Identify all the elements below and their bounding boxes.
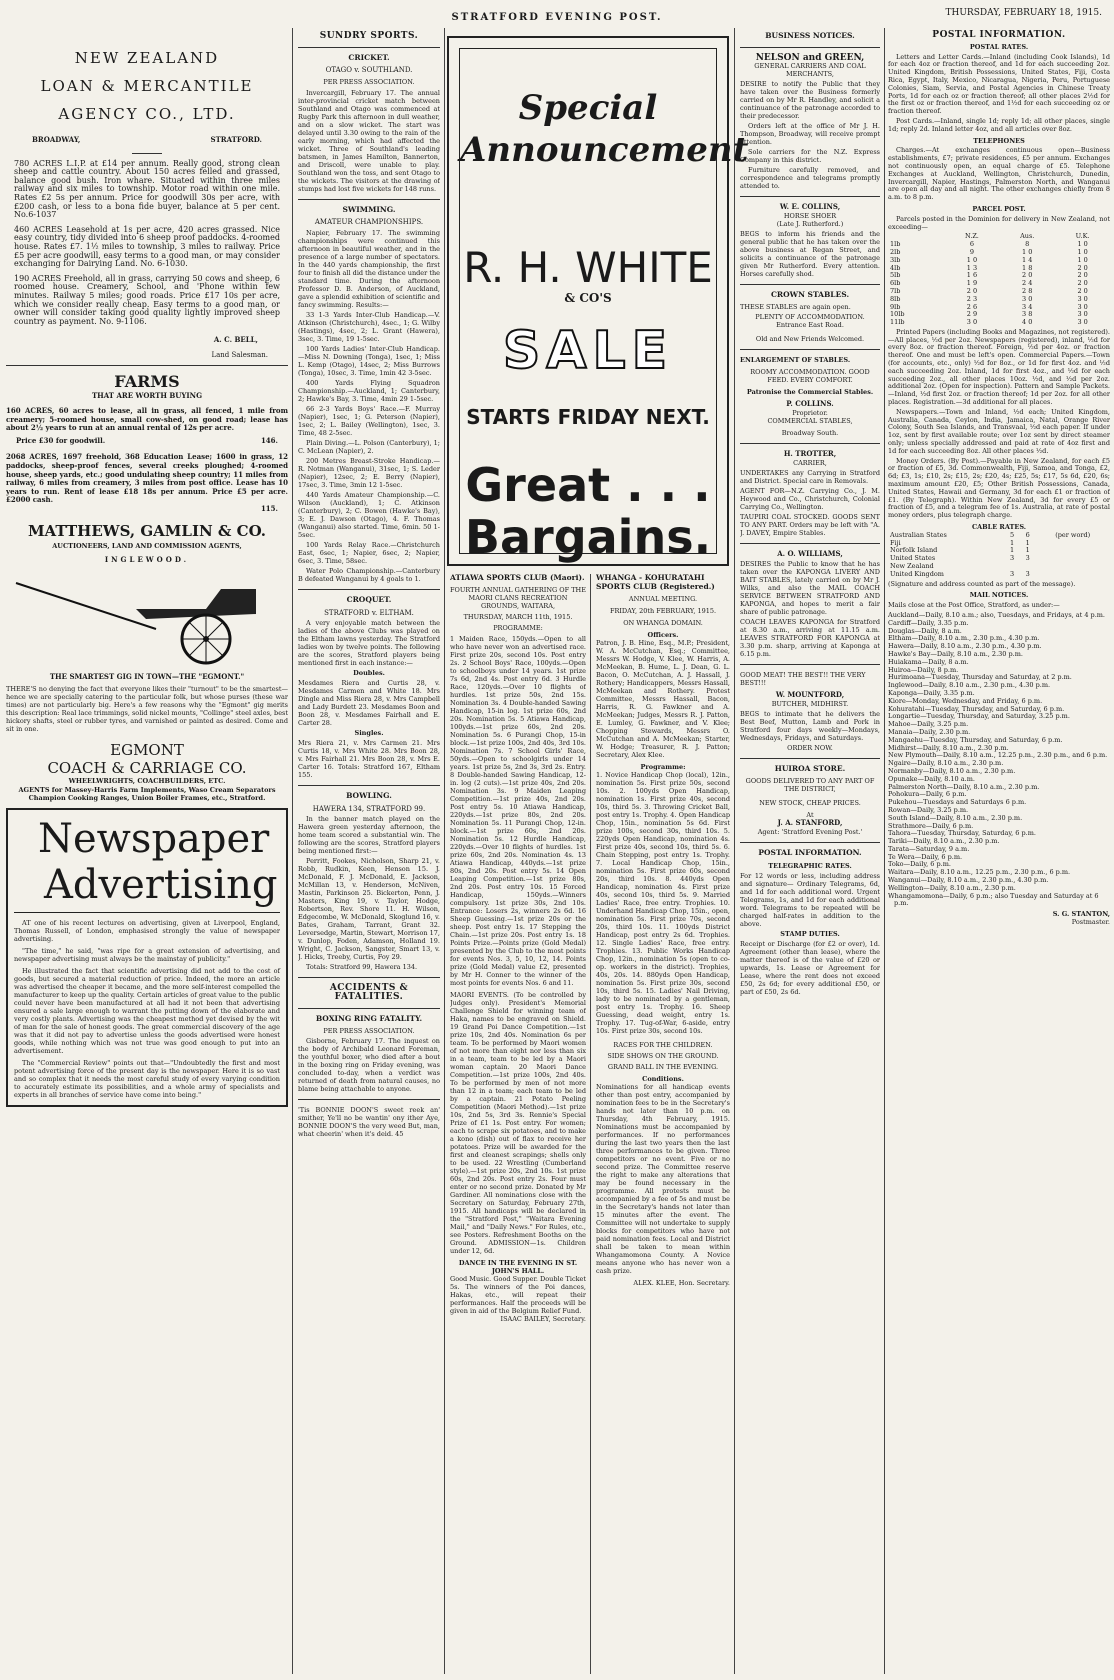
williams-text2: COACH LEAVES KAPONGA for Stratford at 8.30 a.m., arriving at 11.15 a.m. LEAVES STRATFORD FOR KAPONGA at 3.30 p.m. sharp, arriving at Kaponga at 6.15 p.m.	[740, 618, 880, 659]
mail-item: Manaia—Daily, 2.30 p.m.	[888, 727, 971, 736]
mail-item: Cardiff—Daily, 3.35 p.m.	[888, 618, 969, 627]
atiawa-programme: PROGRAMME:	[493, 623, 543, 632]
mail-item: Whangamomona—Daily, 6 p.m.; also Tuesday and Saturday at 6 p.m.	[888, 891, 1099, 908]
collins-name: W. E. COLLINS,	[779, 202, 841, 212]
cell: 3 0	[1077, 310, 1088, 319]
cell: 8	[1025, 240, 1030, 249]
crown-stables-open: THESE STABLES are again open.	[740, 303, 851, 312]
np-title2: Advertising	[44, 861, 278, 908]
egmont-line2: COACH & CARRIAGE CO.	[47, 759, 247, 778]
mail-item: Tariki—Daily, 8.10 a.m., 2.30 p.m.	[888, 837, 1000, 846]
newspapers-text: Newspapers.—Town and Inland, ½d each; United Kingdom, Australia, Canada, Ceylon, India, Jamaica, Natal, Orange River Colony, South Sea Islands, and Transvaal, ½d each paper. If under 1oz, sent by first available route; over 1oz sent by direct steamer only; unless specially addressed and paid at rate of 4oz first and 1d for each succeeding 8oz. All other places ½d.	[888, 407, 1110, 455]
croquet-heading: CROQUET.	[346, 594, 392, 604]
mail-item: Huiakama—Daily, 8 a.m.	[888, 657, 969, 666]
co-word: & CO'S	[564, 291, 612, 305]
williams-text1: DESIRES the Public to know that he has taken over the KAPONGA LIVERY AND BAIT STABLES, lately carried on by Mr J. Wilks, and also the MAIL COACH SERVICE BETWEEN STRATFORD AND KAPONGA, and hopes to merit a fair share of public patronage.	[740, 560, 880, 617]
cell	[1035, 555, 1110, 563]
mail-item: Tarata—Saturday, 9 a.m.	[888, 844, 970, 853]
pc-stables: COMMERCIAL STABLES,	[767, 416, 853, 425]
postal-rates-heading: POSTAL RATES.	[969, 42, 1029, 51]
mail-item: Palmerston North—Daily, 8.10 a.m., 2.30 p.m.	[888, 782, 1040, 791]
whanga-ball: GRAND BALL IN THE EVENING.	[607, 1063, 719, 1072]
collins-text: BEGS to inform his friends and the general public that he has taken over the above business at Regan Street, and solicits a continuance of the patronage given Mr Rutherford. Every attention. Horses carefully shod.	[740, 229, 880, 278]
cell: 1 0	[1077, 247, 1088, 256]
swim-5: 66 2-3 Yards Boys' Race.—F. Murray (Napier), 1sec, 1; G. Peterson (Napier), 1sec, 2; L. Bailey (Wellington), 1sec, 3. Time, 48 2-5sec.	[298, 404, 440, 437]
telegraphic-rates-heading: TELEGRAPHIC RATES.	[768, 861, 852, 870]
mail-notices-heading: MAIL NOTICES.	[969, 591, 1029, 600]
swim-9: 100 Yards Relay Race.—Christchurch East, 6sec, 1; Napier, 6sec, 2; Napier, 6sec, 3. Time, 58sec.	[298, 540, 440, 565]
cell: 1	[1025, 546, 1030, 555]
crown-stables-heading: CROWN STABLES.	[770, 289, 850, 299]
special-announcement-ad	[447, 36, 749, 566]
cell: 2 0	[1077, 263, 1088, 272]
croquet-singles: Singles.	[354, 729, 384, 738]
swim-7: 200 Metres Breast-Stroke Handicap.—R. Notman (Wanganui), 31sec, 1; S. Leder (Napier), 12sec, 2; E. Berry (Napier), 17sec, 3. Time, 3min 12 1-5sec.	[298, 456, 440, 489]
williams-name: A. O. WILLIAMS,	[777, 548, 843, 558]
cell: Norfolk Island	[890, 546, 938, 555]
egmont-line3: WHEELWRIGHTS, COACHBUILDERS, ETC.	[68, 777, 226, 786]
mail-item: Te Wera—Daily, 6 p.m.	[888, 852, 963, 861]
croquet-text: A very enjoyable match between the ladies of the above Clubs was played on the Eltham lawns yesterday. The Stratford ladies won by twelve points. The following are the scores, Stratford players being mentioned first in each instance:—	[298, 619, 440, 668]
whanga-column	[596, 574, 730, 1674]
postal-rates-letters: Letters and Letter Cards.—Inland (including Cook Islands), 1d for each 4oz or fraction thereof, and 1d for each succeeding 2oz. United Kingdom, British Possessions, United States, Fiji, Costa Rica, Egypt, Italy, Mexico, Nicaragua, Nigeria, Peru, Portuguese Colonies, Siam, Servia, and Postal Agencies in Chinese Treaty Ports, 1d for each oz or fraction thereof; all other places 2½d for the first oz or fraction thereof, and 1½d for each succeeding oz or fraction thereof.	[888, 52, 1110, 116]
cell: 3	[1025, 569, 1030, 578]
trotter-name: H. TROTTER,	[783, 448, 837, 458]
whanga-title: WHANGA - KOHURATAHI SPORTS CLUB (Registered.)	[596, 574, 715, 591]
bowling-heading: BOWLING.	[346, 791, 392, 801]
mail-item: Mangaehu—Tuesday, Thursday, and Saturday, 6 p.m.	[888, 735, 1063, 744]
mail-item: South Island—Daily, 8.10 a.m., 2.30 p.m.	[888, 813, 1023, 822]
cell: Australian States	[890, 530, 947, 539]
huiroa-at: At	[806, 811, 814, 820]
mail-item: Kaponga—Daily, 3.35 p.m.	[888, 688, 975, 697]
whanga-programme-heading: Programme:	[640, 763, 686, 772]
mail-item: Kohuratahi—Tuesday, Thursday, and Saturday, 6 p.m.	[888, 704, 1065, 713]
masthead	[0, 0, 1114, 26]
listing-190: 190 ACRES Freehold, all in grass, carrying 50 cows and sheep, 6 roomed house. Creamery, School, and 'Phone within few minutes. Railway 5 miles; good roads. Price £17 10s per acre, which we consider really cheap. Easy terms to a good man, or owner will consider taking good quality lightly improved sheep country as payment. No. 9-1106.	[14, 273, 280, 326]
mail-item: Kiore—Monday, Wednesday, and Friday, 6 p.m.	[888, 696, 1043, 705]
mail-item: Wanganui—Daily, 8.10 a.m., 2.30 p.m., 4.30 p.m.	[888, 876, 1049, 885]
cricket-heading: CRICKET.	[348, 52, 390, 62]
egmont-agents: AGENTS for Massey-Harris Farm Implements, Waso Cream Separators Champion Cooking Ranges, Union Boiler Frames, etc., Stratford.	[18, 785, 276, 802]
cell: 6	[969, 240, 975, 249]
cell: 1 6	[966, 271, 978, 280]
mail-item: Normanby—Daily, 8.10 a.m., 2.30 p.m.	[888, 766, 1016, 775]
nelson-green-text1: DESIRE to notify the Public that they have taken over the Business formerly carried on by Mr R. Handley, and solicit a continuance of the patronage accorded to their predecessor.	[740, 80, 880, 121]
table-row	[888, 532, 1110, 540]
mail-item: Ngaire—Daily, 8.10 a.m., 2.30 p.m.	[888, 759, 1004, 768]
swim-10: Water Polo Championship.—Canterbury B defeated Wanganui by 4 goals to 1.	[298, 566, 440, 583]
trotter-trade: CARRIER,	[793, 458, 827, 467]
sundry-sports-heading: SUNDRY SPORTS.	[319, 31, 419, 41]
pc-name: P. COLLINS.	[786, 399, 834, 409]
business-notices-heading: BUSINESS NOTICES.	[765, 31, 855, 40]
atiawa-gathering: FOURTH ANNUAL GATHERING OF THE MAORI CLANS RECREATION GROUNDS, WAITARA,	[450, 585, 586, 610]
swim-8: 440 Yards Amateur Championship.—C. Wilson (Auckland), 1; C. Atkinson (Canterbury), 2; C. Bowen (Hawke's Bay), 3; E. J. Dawson (Otago), 4. F. Thomas (Wanganui) also started. Time, 6min. 50 1-5sec.	[298, 490, 440, 539]
cell: 1	[1010, 538, 1015, 547]
mail-item: Hawera—Daily, 8.10 a.m., 2.30 p.m., 4.30 p.m.	[888, 642, 1042, 651]
mail-notices-intro: Mails close at the Post Office, Stratford, as under:—	[888, 601, 1060, 610]
listing-460: 460 ACRES Leasehold at 1s per acre, 420 acres grassed. Nice easy country, tidy divided into 6 sheep proof paddocks. 4-roomed house. Rates £7. 1½ miles to township, 3 miles to railway. Price £5 per acre goodwill, easy terms to a good man, or may consider exchanging for Dairying Land. No. 6-1030.	[14, 224, 280, 269]
cell: United States	[890, 554, 936, 563]
postmaster-name: S. G. STANTON,	[1052, 910, 1110, 919]
swim-2: 33 1-3 Yards Inter-Club Handicap.—V. Atkinson (Christchurch), 4sec., 1; G. Wilby (Hastings), 4sec, 2; L. Grant (Hawera), 3sec, 3. Time, 19 1-5sec.	[298, 310, 440, 343]
np-para2: "The time," he said, "was ripe for a great extension of advertising, and newspaper advertising must always be the mainstay of publicity."	[14, 946, 280, 963]
atiawa-maori-events: MAORI EVENTS. (To be controlled by Judges only). President's Memorial Challenge Shield for winning team of Haka, names to be engraved on Shield. 19 Grand Poi Dance Competition.—1st prize 10s, 2nd 40s. Nomination 6s per team. To be performed by Maori women of not more than eight nor less than six in a team, team to be led by a Maori woman captain. 20 Maori Dance Competition.—1st prize 100s, 2nd 40s. To be performed by men of not more than 12 in a team; each team to be led by a captain. 21 Potato Peeling Competition (Maori Method).—1st prize 10s, 2nd 5s, 3rd 3s. Rennie's Special Prize of £1 1s. Post entry. For women; each to scrape six potatoes, and to make a kono (dish) out of flax to receive her potatoes. Prize will be awarded for the first and cleanest scrapings; shells only to be used. 22 Wrestling (Cumberland style).—1st prize 20s, 2nd 10s. 1st prize 60s, 2nd 20s. Post entry 2s. Four must enter or no second prize. Donated by Mr Gardiner. All nominations close with the Secretary on Saturday, February 27th, 1915. All handicaps will be declared in the "Stratford Post," "Waitara Evening Mail," and "Daily News." For Rules, etc., see Posters. Refreshment Booths on the Ground. ADMISSION—1s. Children under 12, 6d.	[450, 990, 586, 1255]
whanga-children: RACES FOR THE CHILDREN.	[613, 1041, 713, 1050]
cell: 1 0	[1077, 240, 1088, 249]
cell: 2 3	[966, 294, 978, 303]
cable-rates-note: (Signature and address counted as part of the message).	[888, 579, 1076, 588]
egmont-line1: EGMONT	[110, 741, 184, 760]
telegraphic-rates-text: For 12 words or less, including address and signature— Ordinary Telegrams, 6d, and 1d for each additional word. Urgent Telegrams, 1s, and 1d for each additional word. Telegrams to be repeated will be charged half-rates in addition to the above.	[740, 871, 880, 928]
newspaper-advertising-box	[6, 808, 288, 1107]
cell: 1	[1025, 538, 1030, 547]
whanga-domain: ON WHANGA DOMAIN.	[623, 619, 703, 628]
cell	[1035, 571, 1110, 579]
nz-loan-line1: NEW ZEALAND	[74, 49, 220, 67]
cell: 1 3	[966, 263, 978, 272]
cell: 8lb	[890, 294, 901, 303]
trotter-text1: UNDERTAKES any Carrying in Stratford and District. Special care in Removals.	[740, 468, 880, 485]
cricket-byline: PER PRESS ASSOCIATION.	[323, 77, 415, 86]
cell: 3 0	[1077, 302, 1088, 311]
collins-late: (Late J. Rutherford.)	[776, 219, 844, 228]
stamp-duties-heading: STAMP DUTIES.	[780, 929, 840, 938]
table-row	[888, 571, 1110, 579]
cell: 5	[1010, 530, 1015, 539]
cell: 2 4	[1022, 279, 1033, 288]
postal-rates-cards: Post Cards.—Inland, single 1d; reply 1d; all other places, single 1d; reply 2d. Inland letter 4oz, and all articles over 8oz.	[888, 116, 1110, 133]
column-5	[740, 28, 880, 1674]
table-row	[888, 319, 1110, 327]
cell: United Kingdom	[890, 569, 944, 578]
whanga-date: FRIDAY, 20th FEBRUARY, 1915.	[609, 607, 717, 616]
whanga-annual: ANNUAL MEETING.	[628, 595, 698, 604]
whanga-secretary: ALEX. KLEE, Hon. Secretary.	[633, 1279, 730, 1288]
cell: 2lb	[890, 247, 901, 256]
huiroa-heading: HUIROA STORE.	[774, 763, 846, 773]
telephones-heading: TELEPHONES	[973, 136, 1025, 145]
mail-item: Strathmore—Daily, 6 p.m.	[888, 821, 974, 830]
mail-item: Waitara—Daily, 8.10 a.m., 12.25 p.m., 2.30 p.m., 6 p.m.	[888, 868, 1071, 877]
cell: 7lb	[890, 286, 901, 295]
postal-info-heading: POSTAL INFORMATION.	[932, 30, 1066, 40]
cell: 3 0	[966, 318, 978, 327]
farm-160-price: Price £30 for goodwill.	[16, 435, 106, 445]
nelson-green-name: NELSON and GREEN,	[755, 52, 865, 63]
postmaster-title: Postmaster.	[1071, 918, 1110, 927]
column-2	[298, 28, 440, 1674]
np-para1: AT one of his recent lectures on advertising, given at Liverpool, England, Thomas Russell, of London, emphasised strongly the value of newspaper advertising.	[14, 918, 280, 943]
starts-friday: STARTS FRIDAY NEXT.	[466, 405, 710, 429]
mountford-name: W. MOUNTFORD,	[775, 690, 845, 700]
cell: 3	[1010, 554, 1015, 563]
swim-6: Plain Diving.—L. Polson (Canterbury), 1; C. McLean (Napier), 2.	[298, 438, 440, 455]
telephones-text: Charges.—At exchanges continuous open—Business establishments, £7; private residences, £5 per annum. Exchanges not continuously open, an equal charge of £5. Telephone Exchanges at Auckland, Wellington, Christchurch, Dunedin, Invercargill, Napier, Hastings, Palmerston North, and Wanganui are open all day and all night. The other exchanges chiefly from 8 a.m. to 8 p.m.	[888, 146, 1110, 202]
gig-caption: THE SMARTEST GIG IN TOWN—THE "EGMONT."	[49, 671, 245, 681]
mail-item: Wellington—Daily, 8.10 a.m., 2.30 p.m.	[888, 883, 1016, 892]
whanga-conditions-heading: Conditions.	[642, 1075, 684, 1084]
mail-item: Douglas—Daily, 8 a.m.	[888, 626, 962, 635]
whanga-sideshows: SIDE SHOWS ON THE GROUND.	[607, 1052, 719, 1061]
mail-item: Rowan—Daily, 3.25 p.m.	[888, 805, 969, 814]
cell: 1 0	[1077, 255, 1088, 264]
swim-1: Napier, February 17. The swimming championships were continued this afternoon in beautiful weather, and in the presence of a large number of spectators. In the 440 yards championship, the first four to finish all did the distance under the standard time. During the afternoon Professor D. B. Anderson, of Auckland, gave a splendid exhibition of scientific and fancy swimming. Results:—	[298, 228, 440, 309]
salesman-title: Land Salesman.	[211, 350, 268, 359]
paper-title: STRATFORD EVENING POST.	[451, 12, 663, 23]
np-title1: Newspaper	[38, 815, 270, 862]
mail-item: Hurimoana—Tuesday, Thursday and Saturday, at 2 p.m.	[888, 673, 1072, 682]
cell: 3	[1010, 569, 1015, 578]
parcel-head-2: Aus.	[1020, 232, 1035, 241]
parcel-post-table	[888, 233, 1110, 327]
swim-4: 400 Yards Flying Squadron Championship.—Auckland, 1; Canterbury, 2; Hawke's Bay, 3. Time, 4min 29 1-5sec.	[298, 378, 440, 403]
cell	[1035, 540, 1110, 548]
atiawa-dance: DANCE IN THE EVENING IN ST. JOHN'S HALL.	[458, 1258, 578, 1275]
mountford-order: ORDER NOW.	[787, 743, 833, 752]
cricket-text: Invercargill, February 17. The annual inter-provincial cricket match between Southland and Otago was commenced at Rugby Park this afternoon in dull weather, and on a slow wicket. The start was delayed until 3.30 owing to the rain of the early morning, which had affected the wicket. Three of Southland's leading batsmen, in James Hamilton, Bannerton, and Driscoll, were unable to play. Southland won the toss, and sent Otago to the wickets. The visitors at the drawing of stumps had lost five wickets for 148 runs.	[298, 88, 440, 193]
cell: 3 0	[1077, 318, 1088, 327]
farm-2068-ref: 115.	[260, 504, 278, 513]
parcel-post-heading: PARCEL POST.	[972, 204, 1026, 213]
location-right: STRATFORD.	[210, 135, 262, 144]
huiroa-delivered: GOODS DELIVERED TO ANY PART OF THE DISTRICT,	[745, 777, 875, 794]
crown-stables-accom: PLENTY OF ACCOMMODATION.	[755, 313, 865, 322]
atiawa-date: THURSDAY, MARCH 11th, 1915.	[463, 612, 573, 621]
cell: (per word)	[1055, 530, 1091, 539]
nz-loan-line3: AGENCY CO., LTD.	[58, 105, 236, 123]
cell	[1035, 547, 1110, 555]
cell: 4 0	[1022, 318, 1033, 327]
special-word: Special	[518, 88, 658, 128]
issue-date: THURSDAY, FEBRUARY 18, 1915.	[945, 8, 1102, 18]
swimming-heading: SWIMMING.	[342, 204, 396, 214]
accidents-heading: ACCIDENTS & FATALITIES.	[329, 983, 409, 1002]
stanford-name: J. A. STANFORD,	[777, 818, 843, 828]
farms-heading: FARMS	[114, 372, 180, 392]
cell: Fiji	[890, 538, 901, 547]
whanga-programme: 1. Novice Handicap Chop (local), 12in., nomination 5s. First prize 50s, second 10s. 2. 100yds Open Handicap, nomination 1s. First prize 40s, second 10s, third 5s. 3. Throwing Cricket Ball, post entry 1s. Trophy. 4. Open Handicap Chop, 15in., nomination 5s 6d. First prize 100s, second 30s, third 10s. 5. 220yds Open Handicap, nomination 4s. First prize 40s, second 10s, third 5s. 6. Chain Stepping, post entry 1s. Trophy. 7. Local Handicap Chop, 15in., nomination 5s. First prize 60s, second 20s, third 10s. 8. 440yds Open Handicap, nomination 4s. First prize 40s, second 10s, third 5s. 9. Married Ladies' Race, free entry. Trophies. 10. Underhand Handicap Chop, 15in., open, nomination 5s. First prize 70s, second 20s, third 10s. 11. 100yds District Handicap, post entry 2s 6d. Trophies. 12. Single Ladies' Race, free entry. Trophies. 13. Public Works Handicap Chop, 12in., nomination 5s (open to co-op. workers in the district). Trophies, 40s, 20s. 14. 880yds Open Handicap, nomination 5s. First prize 30s, second 10s, third 5s. 15. Ladies' Nail Driving, lady to be nominated by a gentleman, post entry 1s. Trophy. 16. Sheep Guessing, dead weight, entry 1s. Trophy. 17. Tug-of-War, 6-aside, entry 10s. First prize 30s, second 10s.	[596, 771, 730, 1036]
cell: 5lb	[890, 271, 901, 280]
nelson-green-sub: GENERAL CARRIERS AND COAL MERCHANTS,	[754, 62, 866, 79]
stanford-agent: Agent: 'Stratford Evening Post.'	[757, 827, 863, 836]
farm-160-ref: 146.	[260, 435, 278, 445]
cell: 2 6	[966, 302, 978, 311]
sale-word: SALE	[502, 321, 674, 381]
column-1	[6, 28, 288, 1674]
nz-loan-line2: LOAN & MERCANTILE	[40, 77, 254, 95]
mail-item: Auckland—Daily, 8.10 a.m.; also, Tuesdays, and Fridays, at 4 p.m.	[888, 610, 1106, 619]
whanga-conditions: Nominations for all handicap events other than post entry, accompanied by nomination fees to be in the Secretary's hands not later than 10 p.m. on Thursday, 4th February, 1915. Nominations must be accompanied by performances. If no performances during the last two years then the last three performances to be given. Three competitors or no event. Five or no second prize. The Committee reserve the right to make any alterations that may be found necessary in the programme. All protests must be accompanied by a fee of 5s and must be in the Secretary's hands not later than 15 minutes after the event. The Committee will not undertake to supply blocks for competitors who have not paid nomination fees. Local and District shall be taken to mean within Whangamomona County. A Novice means anyone who has never won a cash prize.	[596, 1083, 730, 1276]
mgc-location: INGLEWOOD.	[104, 555, 190, 565]
trotter-text2: AGENT FOR—N.Z. Carrying Co., J. M. Heywood and Co., Christchurch, Colonial Carrying Co., Wellington.	[740, 486, 880, 511]
cell: 1 0	[966, 255, 978, 264]
mail-item: Pukehou—Tuesdays and Saturdays 6 p.m.	[888, 798, 1027, 807]
enlargement-text: ROOMY ACCOMMODATION. GOOD FEED. EVERY COMFORT.	[750, 368, 870, 385]
mail-item: Tahora—Tuesday, Thursday, Saturday, 6 p.m.	[888, 829, 1036, 838]
cell: 2 0	[1077, 271, 1088, 280]
cell: 4lb	[890, 263, 901, 272]
parcel-head-1: N.Z.	[965, 232, 979, 241]
farm-160: 160 ACRES, 60 acres to lease, all in grass, all fenced, 1 mile from creamery; 5-roomed house, small cow-shed, on good road; lease has about 2½ years to run at an annual rental of 12s per acre.	[6, 406, 288, 433]
swim-3: 100 Yards Ladies' Inter-Club Handicap.—Miss N. Downing (Tonga), 1sec, 1; Miss L. Kemp (Otago), 14sec, 2; Miss Burrows (Tonga), 10sec, 3. Time, 1min 42 3-5sec.	[298, 344, 440, 377]
bowling-text1: In the banner match played on the Hawera green yesterday afternoon, the home team scored a substantial win. The following are the scores, Stratford players being mentioned first:—	[298, 815, 440, 856]
boxing-byline: PER PRESS ASSOCIATION.	[323, 1027, 415, 1036]
mail-item: Hawke's Bay—Daily, 8.10 a.m., 2.30 p.m.	[888, 649, 1023, 658]
cell: 6lb	[890, 279, 901, 288]
mgc-sub: AUCTIONEERS, LAND AND COMMISSION AGENTS,	[52, 541, 242, 550]
np-para3: He illustrated the fact that scientific advertising did not add to the cost of goods, but secured a material reduction of price. Indeed, the more an article was advertised the cheaper it became, and the more self-interest compelled the manufacturer to keep up the quality. Certain articles of great value to the public could never have been manufactured at all had it not been that advertising ensured a sale large enough to warrant the putting down of the elaborate and very costly plants. Advertising was the cheapest method yet devised by the wit of man for the sale of honest goods. The great commercial discovery of the age was that it did not pay to advertise unless the goods advertised were honest goods, while nothing which was not true was good enough to put into an advertisement.	[14, 966, 280, 1055]
croquet-sub: STRATFORD v. ELTHAM.	[324, 608, 414, 617]
bowling-totals: Totals: Stratford 99, Hawera 134.	[306, 963, 418, 972]
salesman-name: A. C. BELL,	[213, 335, 258, 345]
cell: 2 0	[1022, 271, 1033, 280]
mail-item: Huiroa—Daily, 8 p.m.	[888, 665, 959, 674]
great-word: Great . . .	[465, 458, 711, 512]
crown-stables-entrance: Entrance East Road.	[776, 321, 844, 330]
mail-item: Inglewood—Daily, 8.10 a.m., 2.30 p.m., 4.30 p.m.	[888, 681, 1051, 690]
cell: 10lb	[890, 310, 905, 319]
boxing-text: Gisborne, February 17. The inquest on the body of Archibald Leonard Foreman, the youthful boxer, who died after a bout in the boxing ring on Friday evening, was concluded to-day, when a verdict was returned of death from natural causes, no blame being attachable to anyone.	[298, 1037, 440, 1094]
cell: 2 8	[1022, 286, 1033, 295]
bonnie-doon-ad: 'Tis BONNIE DOON'S sweet reek an' smither, Ye'll no be wantin' ony ither Aye, BONNIE DOON'S the very weed But, man, what cheerin' when it's deid. 45	[298, 1106, 440, 1139]
cell: 3 4	[1022, 302, 1033, 311]
cell: 3 8	[1022, 310, 1033, 319]
cell: 1 4	[1022, 255, 1033, 264]
atiawa-secretary: ISAAC BAILEY, Secretary.	[500, 1314, 586, 1323]
gig-illustration	[6, 569, 288, 669]
commercial-stables-line: Patronise the Commercial Stables.	[746, 388, 874, 397]
cell	[1035, 563, 1110, 571]
swimming-sub: AMATEUR CHAMPIONSHIPS.	[314, 218, 424, 227]
np-para4: The "Commercial Review" points out that—"Undoubtedly the first and most potent advertising force of the present day is the newspaper. Here it is so vast and so complex that it needs the most careful study of every varying condition to accurately estimate its possibilities, and a whole army of specialists and experts in all branches of service have come into being."	[14, 1058, 280, 1099]
pc-address: Broadway South.	[781, 428, 839, 437]
column-6	[888, 28, 1110, 1674]
cell: 2 9	[966, 310, 978, 319]
cable-rates-table	[888, 532, 1110, 579]
mail-item: Toko—Daily, 6 p.m.	[888, 860, 951, 869]
pc-proprietor: Proprietor.	[792, 408, 828, 417]
cell: 9	[969, 247, 975, 256]
atiawa-column	[450, 574, 586, 1674]
cricket-sub: OTAGO v. SOUTHLAND.	[325, 66, 413, 75]
cell: New Zealand	[890, 562, 934, 570]
mail-item: Opunake—Daily, 8.10 a.m.	[888, 774, 975, 783]
cell: 2 0	[1077, 279, 1088, 288]
atiawa-title: ATIAWA SPORTS CLUB (Maori).	[450, 574, 585, 582]
mail-item: Longartie—Tuesday, Thursday, and Saturday, 3.25 p.m.	[888, 712, 1070, 721]
mail-item: New Plymouth—Daily, 8.10 a.m., 12.25 p.m., 2.30 p.m., and 6 p.m.	[888, 751, 1108, 760]
cell: 9lb	[890, 302, 901, 311]
announcement-word: Announcement	[460, 130, 749, 170]
atiawa-events: 1 Maiden Race, 150yds.—Open to all who have never won an advertised race. First prize 20s, second 10s. Post entry 2s. 2 School Boys' Race, 100yds.—Open to schoolboys under 14 years. 1st prize 7s 6d, 2nd 4s. Post entry 6d. 3 Hurdle Race, 120yds.—Over 10 flights of hurdles. 1st prize 50s, 2nd 15s. Nomination 3s. 4 Double-handed Sawing Handicap, 15-in log. 1st prize 60s, 2nd 20s. Nomination 5s. 5 Atiawa Handicap, 100yds.—1st prize 60s, 2nd 20s. Nomination 5s. 6 Purangi Chop, 15-in block.—1st prize 100s, 2nd 40s, 3rd 10s. Nomination 7s. 7 School Girls' Race, 50yds.—Open to schoolgirls under 14 years. 1st prize 5s, 2nd 3s, 3rd 2s. Entry. 8 Double-handed Sawing Handicap, 12-in. log (2 cuts).—1st prize 40s, 2nd 20s. Nomination 3s. 9 Maiden Leaping Competition.—1st prize 40s, 2nd 20s. Post entry 5s. 10 Atiawa Handicap, 220yds.—1st prize 80s, 2nd 20s. Nomination 5s. 11 Purangi Chop, 12-in. block.—1st prize 60s, 2nd 20s. Nomination 5s. 12 Hurdle Handicap, 220yds.—Over 10 flights of hurdles. 1st prize 60s, 2nd 20s. Nomination 4s. 13 Atiawa Handicap, 440yds.—1st prize 80s, 2nd 20s. Post entry 5s. 14 Open Leaping Competition.—1st prize 80s, 2nd 20s. Post entry 10s. 15 Forced Handicap, 150yds.—Winners compulsory. 1st prize 30s, 2nd 10s. Entrance: Losers 2s, winners 2s 6d. 16 Sheep Guessing.—1st prize 20s or the sheep. Post entry 1s. 17 Stepping the Chain.—1st prize 20s. Post entry 1s. 18 Points Prize.—Points prize (Gold Medal) presented by the Club to the most points for events Nos. 3, 5, 10, 12, 14. Points prize (Gold Medal) value £2, presented by Mr H. Conner to the winner of the most points for events Nos. 6 and 11.	[450, 634, 586, 987]
trotter-text3: TAUPIRI COAL STOCKED. GOODS SENT TO ANY PART. Orders may be left with "A. J. DAVEY, Empire Stables.	[740, 512, 880, 537]
cell: 3 0	[1077, 294, 1088, 303]
nelson-green-text4: Furniture carefully removed, and correspondence and telegrams promptly attended to.	[740, 166, 880, 191]
gig-text: THERE'S no denying the fact that everyone likes their "turnout" to be the smartest—hence we are specially catering to the particular folk, but whose purses (these war times) are not particularly big. Here's a few reasons why the "Egmont" gig merits this description: Real lace trimmings, solid nickel mounts, "Collinge" steel axles, best hickory shafts, steel or rubber tyres, and varnished or painted as desired. Come and sit in one.	[6, 685, 288, 734]
mail-item: Mahoe—Daily, 3.25 p.m.	[888, 720, 969, 729]
mgc-name: MATTHEWS, GAMLIN & CO.	[27, 521, 267, 540]
cell: 3	[1025, 554, 1030, 563]
nelson-green-text3: Sole carriers for the N.Z. Express Company in this district.	[740, 148, 880, 165]
cell: 1 9	[966, 279, 978, 288]
stamp-duties-text: Receipt or Discharge (for £2 or over), 1d. Agreement (other than lease), where the matter thereof is of the value of £20 or upwards, 1s. Lease or Agreement for Lease, where the rent does not exceed £50, 2s 6d; for every additional £50, or part of £50, 2s 6d.	[740, 939, 880, 996]
parcel-head-3: U.K.	[1075, 232, 1090, 241]
cell: 11lb	[890, 318, 905, 327]
bowling-text2: Perritt, Fookes, Nicholson, Sharp 21, v. Robb, Rudkin, Keen, Henson 15. J. McDonald, F. J. McDonald, E. Jackson, McMillan 13, v. Henderson, McNiven, Mastin, Parkinson 25. Bickerton, Penn, J. Masters, King 19, v. Taylor, Hodge, Robertson, Rev. Shore 11. H. Wilson, Edgecombe, W. McDonald, Skoglund 16, v. Bates, Graham, Tarrant, Grant 32. Leversedge, Martin, Stewart, Morrison 17, v. Dunlop, Foden, Adamson, Holland 19. Wright, C. Jackson, Sangster, Smart 13, v. J. Hicks, Treeby, Curtis, Foy 29.	[298, 857, 440, 962]
mail-item: Eltham—Daily, 8.10 a.m., 2.30 p.m., 4.30 p.m.	[888, 634, 1040, 643]
rh-white-name: R. H. WHITE	[463, 243, 713, 292]
mail-list	[888, 612, 1110, 908]
whanga-officers-heading: Officers.	[647, 631, 679, 640]
huiroa-stock: NEW STOCK, CHEAP PRICES.	[759, 799, 861, 808]
croquet-doubles-text: Mesdames Riera and Curtis 28, v. Mesdames Carmen and White 18. Mrs Dingle and Miss Riera 28, v. Mrs Campbell and Lady Burdett 23. Mesdames Boon and Boon 28, v. Mesdames Fairhall and E. Carter 28.	[298, 679, 440, 728]
printed-papers-text: Printed Papers (including Books and Magazines, not registered).—All places, ½d per 2oz. Newspapers (registered), inland, ½d for every 8oz. or fraction thereof. Foreign, ½d per 4oz. or fraction thereof. One and must be left's open. Commercial Papers.—Town (for accounts, etc., only) ½d for 8oz., or 1d for first 4oz. and ½d each succeeding 2oz. Inland, 1d for first 4oz., and ½d for each succeeding 2oz., all other places 10oz. ½d, and ½d per 2oz. additional 2oz. (Open for inspection). Pattern and Sample Packets.—Inland, ½d first 2oz. or fraction thereof; 1d per 2oz. for all other places. Registration.—3d additional for all places.	[888, 327, 1110, 407]
boxing-heading: BOXING RING FATALITY.	[315, 1013, 423, 1023]
cell: 1 8	[1022, 263, 1033, 272]
good-meat: GOOD MEAT! THE BEST!! THE VERY BEST!!!	[740, 671, 866, 688]
bargains-word: Bargains.	[464, 510, 712, 564]
cell: 3 0	[1022, 294, 1033, 303]
collins-trade: HORSE SHOER	[783, 211, 837, 220]
nelson-green-text2: Orders left at the office of Mr J. H. Thompson, Broadway, will receive prompt attention.	[740, 122, 880, 147]
parcel-post-text: Parcels posted in the Dominion for delivery in New Zealand, not exceeding—	[888, 214, 1110, 231]
crown-stables-welcome: Old and New Friends Welcomed.	[755, 335, 865, 344]
cell: 1lb	[890, 240, 901, 249]
mountford-text: BEGS to intimate that he delivers the Best Beef, Mutton, Lamb and Pork in Stratford four days weekly—Mondays, Wednesdays, Fridays, and Saturdays.	[740, 709, 880, 742]
cell: 2 0	[966, 286, 978, 295]
farms-subheading: THAT ARE WORTH BUYING	[91, 391, 203, 401]
mail-item: Pohokura—Daily, 6 p.m.	[888, 790, 967, 799]
atiawa-dance-text: Good Music. Good Supper. Double Ticket 5s. The winners of the Poi dances, Hakas, etc., will repeat their performances. Half the proceeds will be given in aid of the Belgium Relief Fund.	[450, 1274, 586, 1315]
enlargement-heading: ENLARGEMENT OF STABLES.	[740, 356, 851, 365]
money-orders-text: Money Orders. (By Post).—Payable in New Zealand, for each £5 or fraction of £5, 3d. Commonwealth, Fiji, Samoa, and Tonga, £2, 6d; £3, 1s; £10, 2s; £15, 2s; £20, 4s; £25, 5s; £17, 5s 6d, £20, 6s; maximum amount £20, £5; Other British Possessions, Canada, United States, Hawaii and Germany, 3d for each £1 or fraction of £1. (By Telegraph). Within New Zealand, 3d for every £5 or fraction of £5, and a telegram fee of 1s. Australia, at rate of postal money orders, plus telegraph charge.	[888, 456, 1110, 520]
listing-780: 780 ACRES L.I.P. at £14 per annum. Really good, strong clean sheep and cattle country. About 150 acres felled and grassed, balance good bush. Iron whare. Situated within three miles railway and six miles to township. Motor road within one mile. Rates £2 5s per annum. Price for goodwill 30s per acre, with £200 cash, or less to a bona fide buyer, balance at 5 per cent. No.6-1037	[14, 158, 280, 220]
cable-rates-heading: CABLE RATES.	[971, 523, 1027, 532]
cell: 3lb	[890, 255, 901, 264]
mountford-trade: BUTCHER, MIDHIRST.	[771, 699, 849, 708]
croquet-singles-text: Mrs Riera 21, v. Mrs Carmen 21. Mrs Curtis 18, v. Mrs White 28. Mrs Boon 28, v. Mrs Fairhall 21. Mrs Boon 28, v. Mrs E. Carter 16. Totals: Stratford 167, Eltham 155.	[298, 739, 440, 780]
cell: 1	[1010, 546, 1015, 555]
croquet-doubles: Doubles.	[353, 669, 385, 678]
cell: 2 0	[1077, 286, 1088, 295]
whanga-officers: Patron, J. B. Hine, Esq., M.P.; President, W. A. McCutchan, Esq.; Committee, Messrs W. Hodge, V. Klee, W. Harris, A. McMeekan, B. Hume, L. J. Dean, G. L. Bacon, O. McCutchan, A. J. Hassall, J. Rothery; Handicappers, Messrs Hassall, McMeekan and Rothery. Protest Committee, Messrs Hassall, Bacon, Harris, R. G. Fawkner and A. McMeekan; Judges, Messrs R. J. Patton, E. Lumley, G. Fawkner, and V. Klee; Chopping Stewards, Messrs O. McCutchan and A. McMeekan; Starter, W. Hodge; Treasurer, R. J. Patton; Secretary, Alex Klee.	[596, 639, 730, 760]
farm-2068: 2068 ACRES, 1697 freehold, 368 Education Lease; 1600 in grass, 12 paddocks, sheep-proof fences, several creeks ploughed; 4-roomed house, sheep yards, etc.; good undulating sheep country; 11 miles from railway, 6 miles from creamery, 3 miles from post office. Lease has 10 years to run. Rent of lease £18 18s per annum. Price £5 per acre. £2000 cash.	[6, 452, 288, 505]
postal-info-heading-2: POSTAL INFORMATION.	[758, 847, 862, 857]
bowling-sub: HAWERA 134, STRATFORD 99.	[312, 804, 426, 813]
cell: 1 0	[1022, 247, 1033, 256]
cell: 6	[1025, 530, 1030, 539]
mail-item: Midhirst—Daily, 8.10 a.m., 2.30 p.m.	[888, 743, 1009, 752]
location-left: BROADWAY,	[32, 135, 81, 144]
